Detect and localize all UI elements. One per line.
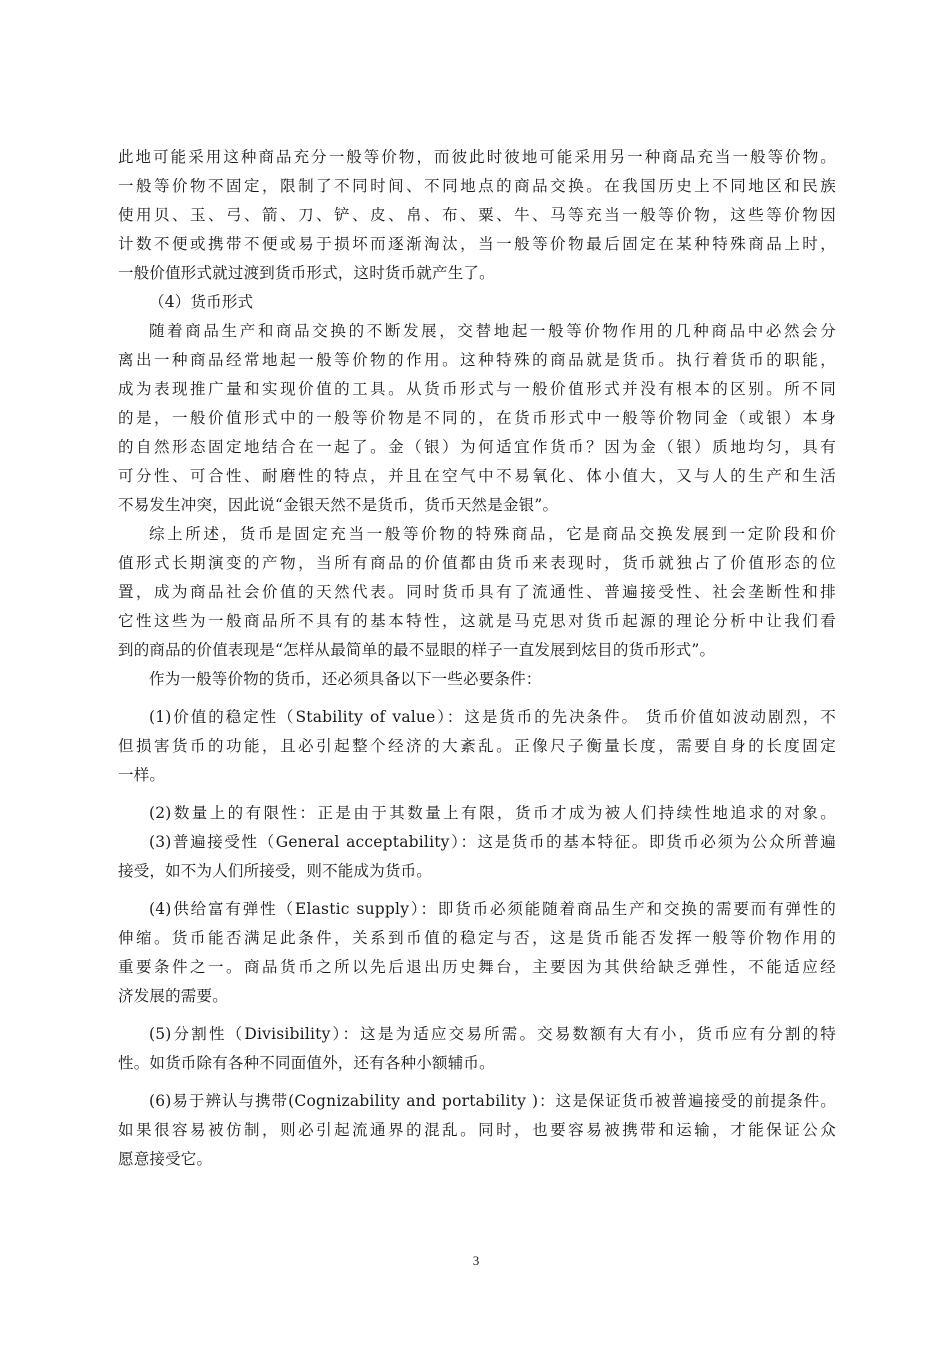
text-line: 如果很容易被仿制，则必引起流通界的混乱。同时，也要容易被携带和运输，才能保证公众: [118, 1121, 836, 1139]
text-line: 性。如货币除有各种不同面值外，还有各种小额辅币。: [118, 1054, 495, 1072]
text-line: 的是，一般价值形式中的一般等价物是不同的，在货币形式中一般等价物同金（或银）本身: [118, 409, 836, 427]
text-line: 的自然形态固定地结合在一起了。金（银）为何适宜作货币？因为金（银）质地均匀，具有: [118, 438, 836, 456]
text-line: 不易发生冲突，因此说“金银天然不是货币，货币天然是金银”。: [118, 496, 559, 514]
text-line: 随着商品生产和商品交换的不断发展，交替地起一般等价物作用的几种商品中必然会分: [149, 322, 836, 340]
condition-divisibility: [118, 1020, 836, 1078]
condition-stability: [118, 703, 836, 790]
paragraph-continuation: [118, 143, 836, 288]
condition-portability: [118, 1087, 836, 1174]
text-line: (4)供给富有弹性（Elastic supply）：即货币必须能随着商品生产和交换的需要而有弹性的: [149, 900, 836, 918]
text-line: 愿意接受它。: [118, 1150, 213, 1168]
text-line: 成为表现推广量和实现价值的工具。从货币形式与一般价值形式并没有根本的区别。所不同: [118, 380, 836, 398]
text-line: 可分性、可合性、耐磨性的特点，并且在空气中不易氧化、体小值大，又与人的生产和生活: [118, 467, 836, 485]
text-line: 置，成为商品社会价值的天然代表。同时货币具有了流通性、普遍接受性、社会垄断性和排: [118, 583, 836, 601]
text-line: 济发展的需要。: [118, 987, 228, 1005]
text-line: 离出一种商品经常地起一般等价物的作用。这种特殊的商品就是货币。执行着货币的职能，: [118, 351, 836, 369]
text-line: 伸缩。货币能否满足此条件，关系到币值的稳定与否，这是货币能否发挥一般等价物作用的: [118, 929, 836, 947]
text-line: 一般价值形式就过渡到货币形式，这时货币就产生了。: [118, 264, 495, 282]
paragraph-summary: [118, 520, 836, 665]
page-number: 3: [472, 1253, 480, 1268]
text-line: 一样。: [118, 766, 166, 784]
text-line: (3)普遍接受性（General acceptability）：这是货币的基本特征。即货币必须为公众所普遍: [149, 833, 836, 851]
document-body: [118, 143, 836, 1174]
text-line: 但损害货币的功能，且必引起整个经济的大紊乱。正像尺子衡量长度，需要自身的长度固定: [118, 737, 836, 755]
text-line: (5)分割性（Divisibility）：这是为适应交易所需。交易数额有大有小，货币应有分割的特: [149, 1025, 836, 1043]
condition-elastic-supply: [118, 895, 836, 1011]
paragraph-currency-form: [118, 317, 836, 520]
text-line: 重要条件之一。商品货币之所以先后退出历史舞台，主要因为其供给缺乏弹性，不能适应经: [118, 958, 836, 976]
text-line: 接受，如不为人们所接受，则不能成为货币。: [118, 862, 433, 880]
text-line: 值形式长期演变的产物，当所有商品的价值都由货币来表现时，货币就独占了价值形态的位: [118, 554, 836, 572]
section-heading: （4）货币形式: [149, 293, 254, 311]
text-line: 一般等价物不固定，限制了不同时间、不同地点的商品交换。在我国历史上不同地区和民族: [118, 177, 836, 195]
text-line: (6)易于辨认与携带(Cognizability and portability )：这是保证货币被普遍接受的前提条件。: [149, 1092, 836, 1110]
text-line: 计数不便或携带不便或易于损坏而逐渐淘汰，当一般等价物最后固定在某种特殊商品上时，: [118, 235, 836, 253]
text-line: 综上所述，货币是固定充当一般等价物的特殊商品，它是商品交换发展到一定阶段和价: [149, 525, 836, 543]
conditions-intro: 作为一般等价物的货币，还必须具备以下一些必要条件：: [149, 670, 542, 688]
condition-limited-quantity: [118, 799, 836, 828]
text-line: 使用贝、玉、弓、箭、刀、铲、皮、帛、布、粟、牛、马等充当一般等价物，这些等价物因: [118, 206, 836, 224]
text-line: 此地可能采用这种商品充分一般等价物，而彼此时彼地可能采用另一种商品充当一般等价物。: [118, 148, 836, 166]
condition-acceptability: [118, 828, 836, 886]
text-line: (1)价值的稳定性（Stability of value）：这是货币的先决条件。 货币价值如波动剧烈，不: [149, 708, 836, 726]
text-line: 到的商品的价值表现是“怎样从最简单的最不显眼的样子一直发展到炫目的货币形式”。: [118, 641, 716, 659]
text-line: 它性这些为一般商品所不具有的基本特性，这就是马克思对货币起源的理论分析中让我们看: [118, 612, 836, 630]
text-line: (2)数量上的有限性：正是由于其数量上有限，货币才成为被人们持续性地追求的对象。: [149, 804, 836, 822]
